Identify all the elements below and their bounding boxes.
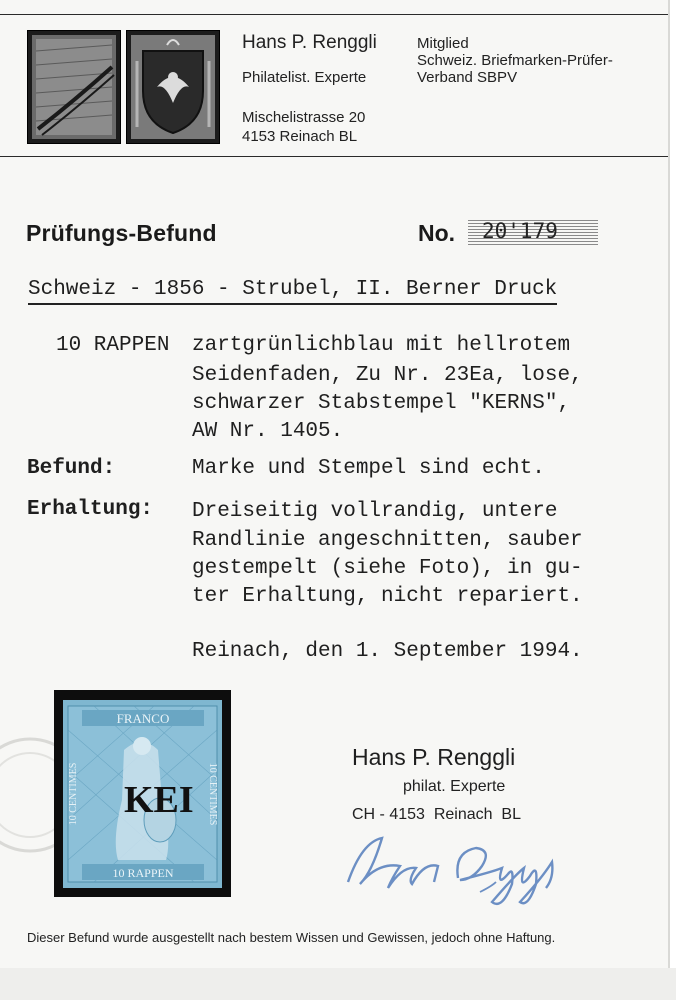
membership-line3: Verband SBPV: [417, 69, 518, 86]
stamp-cancel-text: KEI: [124, 779, 194, 821]
certificate-subject: Schweiz - 1856 - Strubel, II. Berner Druck: [28, 278, 557, 305]
erhaltung-line4: ter Erhaltung, nicht repariert.: [192, 585, 583, 608]
signature-name: Hans P. Renggli: [352, 744, 516, 770]
issuer-name: Hans P. Renggli: [242, 32, 377, 53]
befund-text: Marke und Stempel sind echt.: [192, 457, 545, 480]
place-date: Reinach, den 1. September 1994.: [192, 640, 583, 663]
certificate-number: 20'179: [482, 219, 558, 243]
stamp-side-text-left: 10 CENTIMES: [68, 762, 79, 826]
header-top-rule: [0, 14, 668, 15]
header-bottom-rule: [0, 156, 668, 157]
membership-line1: Mitglied: [417, 35, 469, 52]
certificate-title: Prüfungs-Befund: [26, 220, 217, 246]
description-line3: schwarzer Stabstempel "KERNS",: [192, 392, 571, 415]
signature-role: philat. Experte: [403, 778, 506, 795]
signature-city: CH - 4153 Reinach BL: [352, 806, 521, 823]
rayon-stamp-icon: [27, 30, 121, 144]
stamp-side-text-right: 10 CENTIMES: [207, 762, 218, 826]
stamp-bottom-text: 10 RAPPEN: [112, 866, 174, 880]
description-line4: AW Nr. 1405.: [192, 420, 344, 443]
stamp-top-text: FRANCO: [116, 711, 170, 726]
erhaltung-line2: Randlinie angeschnitten, sauber: [192, 529, 583, 552]
scan-background: [0, 968, 676, 1000]
erhaltung-label: Erhaltung:: [27, 498, 154, 521]
issuer-role: Philatelist. Experte: [242, 69, 367, 86]
erhaltung-line3: gestempelt (siehe Foto), in gu-: [192, 557, 583, 580]
number-label: No.: [418, 220, 456, 246]
handwritten-signature-icon: [342, 822, 572, 912]
stamp-photo: [54, 690, 231, 897]
erhaltung-line1: Dreiseitig vollrandig, untere: [192, 500, 558, 523]
issuer-street: Mischelistrasse 20: [242, 109, 366, 126]
membership-line2: Schweiz. Briefmarken-Prüfer-: [417, 52, 613, 69]
description-line2: Seidenfaden, Zu Nr. 23Ea, lose,: [192, 364, 583, 387]
description-line1: zartgrünlichblau mit hellrotem: [192, 334, 571, 357]
befund-label: Befund:: [27, 457, 116, 480]
issuer-city: 4153 Reinach BL: [242, 128, 358, 145]
stamp-value: 10 RAPPEN: [56, 334, 170, 357]
dove-stamp-icon: [126, 30, 220, 144]
disclaimer-footer: Dieser Befund wurde ausgestellt nach bestem Wissen und Gewissen, jedoch ohne Haftung.: [27, 930, 556, 945]
